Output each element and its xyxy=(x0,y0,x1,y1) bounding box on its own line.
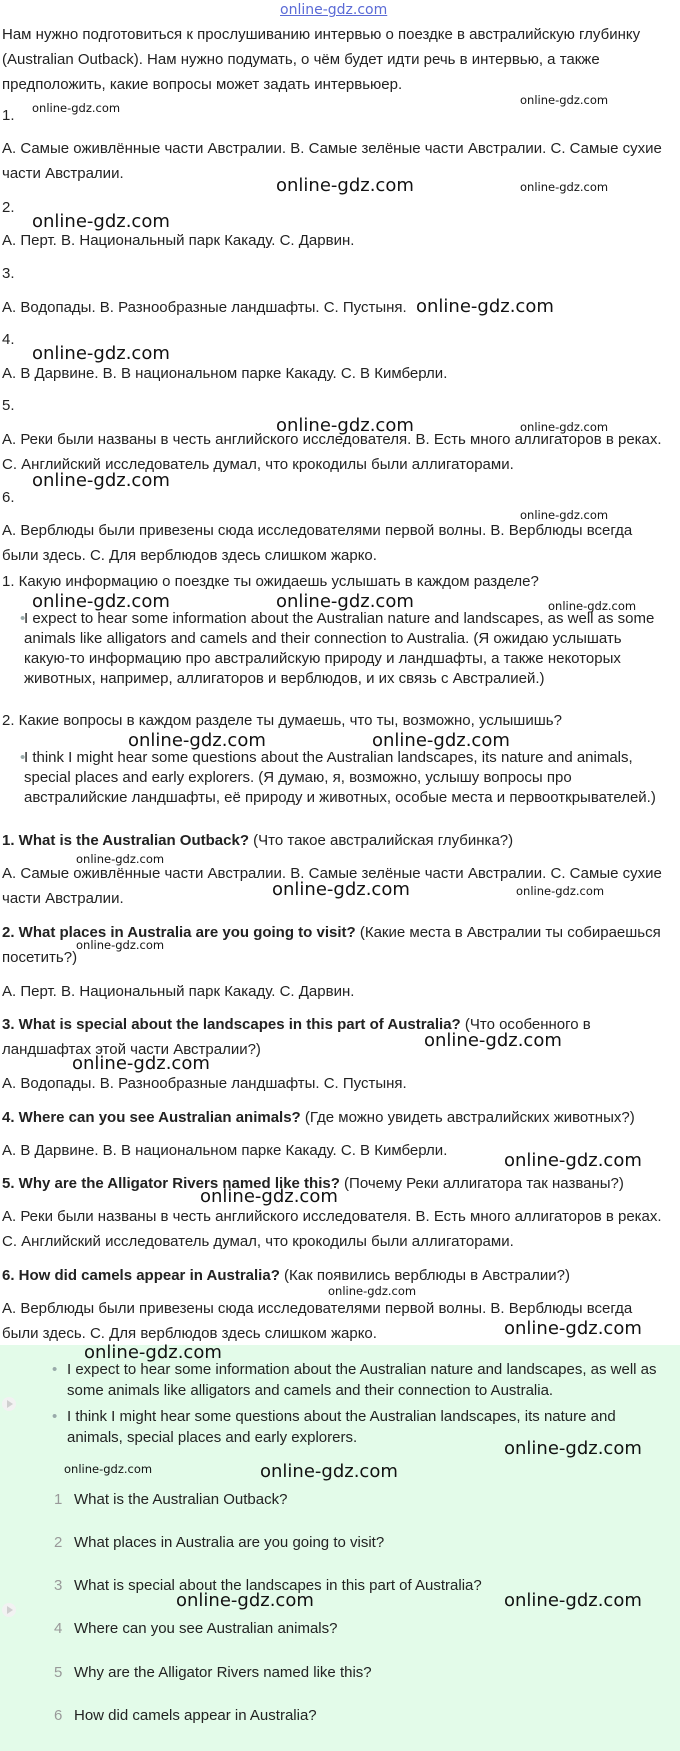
watermark: online-gdz.com xyxy=(548,599,637,613)
qa-answer: A. В Дарвине. B. В национальном парке Какаду. C. В Кимберли. xyxy=(2,1142,448,1159)
summary-bullet xyxy=(52,1406,675,1448)
watermark: online-gdz.com xyxy=(272,879,410,900)
qa-question xyxy=(2,1263,672,1288)
watermark: online-gdz.com xyxy=(516,884,605,898)
summary-list-item xyxy=(54,1575,654,1596)
list-number: 1 xyxy=(54,1491,63,1508)
watermark: online-gdz.com xyxy=(424,1030,562,1051)
watermark: online-gdz.com xyxy=(76,938,165,952)
list-text: How did camels appear in Australia? xyxy=(74,1707,317,1724)
list-number: 3 xyxy=(54,1577,63,1594)
watermark: online-gdz.com xyxy=(32,101,121,115)
watermark: online-gdz.com xyxy=(504,1318,642,1339)
list-text: What places in Australia are you going to visit? xyxy=(74,1534,385,1551)
answer-bullet xyxy=(20,748,670,808)
watermark: online-gdz.com xyxy=(504,1590,642,1611)
watermark: online-gdz.com xyxy=(32,343,170,364)
qa-question xyxy=(2,1171,672,1196)
answer-bullet xyxy=(20,609,670,689)
list-text: What is special about the landscapes in this part of Australia? xyxy=(74,1577,482,1594)
watermark: online-gdz.com xyxy=(72,1053,210,1074)
item-number: 4. xyxy=(2,331,15,348)
audio-play-icon[interactable] xyxy=(2,1397,16,1411)
watermark: online-gdz.com xyxy=(504,1150,642,1171)
watermark: online-gdz.com xyxy=(328,1284,417,1298)
question-en: 3. What is special about the landscapes in this part of Australia? xyxy=(2,1016,461,1033)
bullet-icon: • xyxy=(20,749,26,766)
question-two: 2. Какие вопросы в каждом разделе ты думаешь, что ты, возможно, услышишь? xyxy=(2,712,562,729)
watermark: online-gdz.com xyxy=(416,296,554,317)
watermark: online-gdz.com xyxy=(32,470,170,491)
qa-answer: A. Перт. B. Национальный парк Какаду. C. Дарвин. xyxy=(2,983,355,1000)
bullet-icon: • xyxy=(52,1361,58,1378)
watermark: online-gdz.com xyxy=(276,415,414,436)
question-en: 4. Where can you see Australian animals? xyxy=(2,1109,301,1126)
qa-question xyxy=(2,828,672,853)
summary-bullet-text: I expect to hear some information about the Australian nature and landscapes, as well as some animals like alligators and camels and their connection to Australia. xyxy=(67,1361,657,1399)
qa-question xyxy=(2,1105,672,1130)
qa-answer: A. Самые оживлённые части Австралии. B. Самые зелёные части Австралии. C. Самые сухие части Австралии. xyxy=(2,865,662,907)
summary-list-item xyxy=(54,1532,654,1553)
watermark: online-gdz.com xyxy=(520,508,609,522)
question-ru: (Где можно увидеть австралийских животных?) xyxy=(300,1109,635,1126)
summary-bullet xyxy=(52,1359,675,1401)
item-number: 6. xyxy=(2,489,15,506)
list-number: 4 xyxy=(54,1620,63,1637)
question-en: 1. What is the Australian Outback? xyxy=(2,832,249,849)
watermark: online-gdz.com xyxy=(260,1461,398,1482)
list-number: 5 xyxy=(54,1664,63,1681)
list-number: 2 xyxy=(54,1534,63,1551)
qa-answer: A. Реки были названы в честь английского исследователя. B. Есть много аллигаторов в реках. C. Английский исследователь думал, что крокодилы были аллигаторами. xyxy=(2,1208,662,1250)
bullet-icon: • xyxy=(20,610,26,627)
qa-answer: A. Водопады. B. Разнообразные ландшафты. C. Пустыня. xyxy=(2,1075,407,1092)
bullet-icon: • xyxy=(52,1408,58,1425)
summary-list-item xyxy=(54,1662,654,1683)
watermark: online-gdz.com xyxy=(176,1590,314,1611)
watermark: online-gdz.com xyxy=(32,591,170,612)
question-ru: (Почему Реки аллигатора так названы?) xyxy=(339,1175,624,1192)
watermark: online-gdz.com xyxy=(32,211,170,232)
item-number: 5. xyxy=(2,397,15,414)
list-text: Why are the Alligator Rivers named like this? xyxy=(74,1664,372,1681)
item-number: 2. xyxy=(2,199,15,216)
question-ru: (Что такое австралийская глубинка?) xyxy=(249,832,514,849)
watermark: online-gdz.com xyxy=(200,1186,338,1207)
answer-text: I think I might hear some questions about the Australian landscapes, its nature and animals, special places and early explorers. (Я думаю, я, возможно, услышу вопросы про австралийские ландшафты, её природу и животных, особые места и первооткрывателей.) xyxy=(24,749,656,806)
summary-list-item xyxy=(54,1705,654,1726)
watermark: online-gdz.com xyxy=(84,1342,222,1363)
list-text: Where can you see Australian animals? xyxy=(74,1620,338,1637)
watermark: online-gdz.com xyxy=(280,2,388,18)
watermark: online-gdz.com xyxy=(128,730,266,751)
summary-list-item xyxy=(54,1618,654,1639)
item-options: A. Верблюды были привезены сюда исследователями первой волны. B. Верблюды всегда были здесь. C. Для верблюдов здесь слишком жарко. xyxy=(2,522,633,564)
watermark: online-gdz.com xyxy=(64,1462,153,1476)
watermark: online-gdz.com xyxy=(520,93,609,107)
intro-paragraph: Нам нужно подготовиться к прослушиванию интервью о поездке в австралийскую глубинку (Australian Outback). Нам нужно подумать, о чём будет идти речь в интервью, а также предположить, какие вопросы может задать интервьюер. xyxy=(2,26,641,93)
question-ru: (Как появились верблюды в Австралии?) xyxy=(279,1267,571,1284)
watermark: online-gdz.com xyxy=(520,420,609,434)
summary-bullet-text: I think I might hear some questions about the Australian landscapes, its nature and animals, special places and early explorers. xyxy=(67,1408,616,1446)
item-options: A. В Дарвине. B. В национальном парке Какаду. C. В Кимберли. xyxy=(2,365,448,382)
watermark: online-gdz.com xyxy=(372,730,510,751)
answer-text: I expect to hear some information about the Australian nature and landscapes, as well as some animals like alligators and camels and their connection to Australia. (Я ожидаю услышать какую-то информацию про австралийскую природу и ландшафты, а также некоторых животных, например, аллигаторов и верблюдов, и их связь с Австралией.) xyxy=(24,610,655,687)
item-options: A. Самые оживлённые части Австралии. B. Самые зелёные части Австралии. C. Самые сухие части Австралии. xyxy=(2,140,662,182)
question-ru: (Что особенного в ландшафтах этой части Австралии?) xyxy=(2,1016,591,1058)
list-number: 6 xyxy=(54,1707,63,1724)
qa-question xyxy=(2,920,672,970)
qa-answer: A. Верблюды были привезены сюда исследователями первой волны. B. Верблюды всегда были здесь. C. Для верблюдов здесь слишком жарко. xyxy=(2,1300,633,1342)
question-ru: (Какие места в Австралии ты собираешься посетить?) xyxy=(2,924,661,966)
qa-question xyxy=(2,1012,672,1062)
audio-play-icon[interactable] xyxy=(2,1603,16,1617)
question-one: 1. Какую информацию о поездке ты ожидаешь услышать в каждом разделе? xyxy=(2,573,539,590)
watermark: online-gdz.com xyxy=(504,1438,642,1459)
question-en: 5. Why are the Alligator Rivers named like this? xyxy=(2,1175,340,1192)
list-text: What is the Australian Outback? xyxy=(74,1491,288,1508)
item-options: A. Реки были названы в честь английского исследователя. B. Есть много аллигаторов в реках. C. Английский исследователь думал, что крокодилы были аллигаторами. xyxy=(2,431,662,473)
watermark: online-gdz.com xyxy=(276,175,414,196)
watermark: online-gdz.com xyxy=(276,591,414,612)
item-options: A. Водопады. B. Разнообразные ландшафты. C. Пустыня. xyxy=(2,299,407,316)
item-number: 3. xyxy=(2,265,15,282)
watermark: online-gdz.com xyxy=(76,852,165,866)
item-number: 1. xyxy=(2,107,15,124)
question-en: 2. What places in Australia are you going to visit? xyxy=(2,924,356,941)
summary-list-item xyxy=(54,1489,654,1510)
item-options: A. Перт. B. Национальный парк Какаду. C. Дарвин. xyxy=(2,232,355,249)
watermark: online-gdz.com xyxy=(520,180,609,194)
question-en: 6. How did camels appear in Australia? xyxy=(2,1267,280,1284)
